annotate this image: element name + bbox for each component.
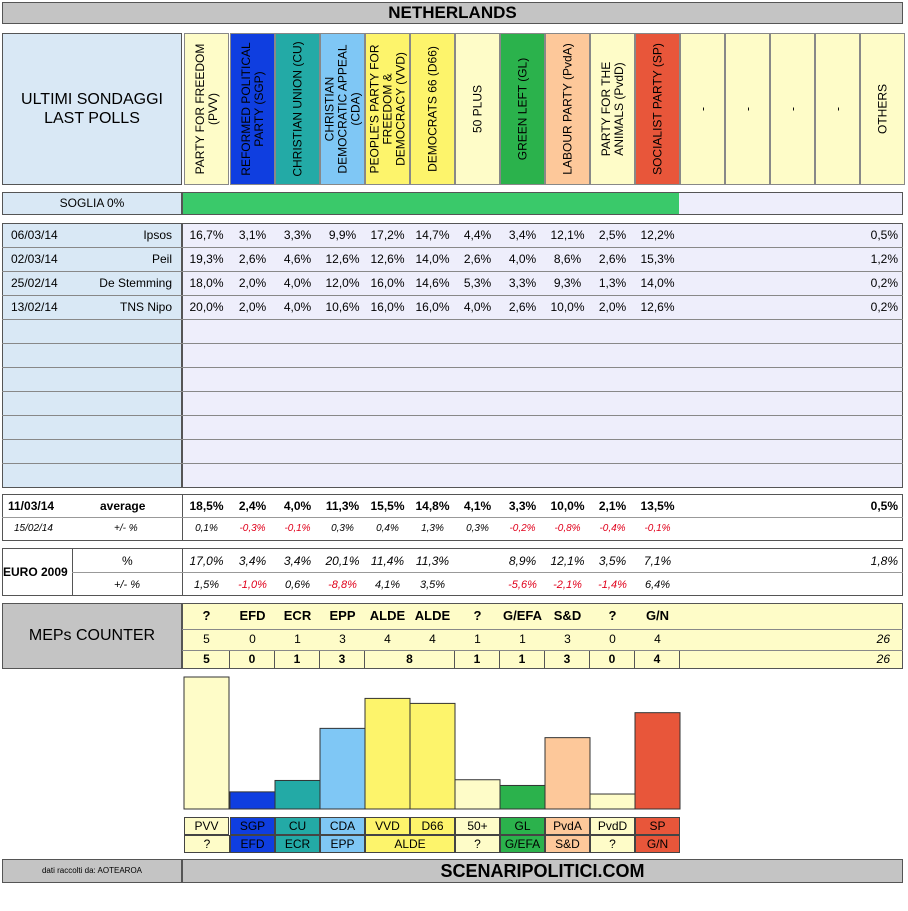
change-value: -0,4%: [599, 523, 626, 534]
poll-value: 17,2%: [370, 228, 405, 242]
poll-value: 16,7%: [189, 228, 224, 242]
chart-category-label: 50+: [455, 817, 500, 835]
mep-seats: 4: [654, 632, 661, 646]
poll-value: 2,5%: [598, 228, 627, 242]
euro-value: 3,4%: [283, 554, 312, 568]
party-header: [275, 33, 320, 185]
party-name: -: [830, 107, 844, 111]
chart-category-label: PVV: [184, 817, 229, 835]
mep-seats: 0: [249, 632, 256, 646]
poll-grid-line: [2, 391, 903, 392]
party-header: [455, 33, 500, 185]
euro-value: 3,5%: [598, 554, 627, 568]
party-header: [365, 33, 410, 185]
party-name: PARTY FOR THE ANIMALS (PvdD): [598, 61, 626, 157]
poll-value: 16,0%: [415, 300, 450, 314]
average-value: 2,1%: [598, 499, 627, 513]
poll-value: 2,6%: [238, 252, 267, 266]
chart-category-label: SP: [635, 817, 680, 835]
chart-group-label: EFD: [230, 835, 275, 853]
average-value: 13,5%: [640, 499, 675, 513]
poll-value: 4,6%: [283, 252, 312, 266]
change-value: -0,8%: [554, 523, 581, 534]
poll-value: 9,9%: [328, 228, 357, 242]
average-value: 10,0%: [550, 499, 585, 513]
poll-grid-line: [2, 367, 903, 368]
average-value: 14,8%: [415, 499, 450, 513]
chart-bar: [410, 703, 455, 809]
poll-value: 12,6%: [370, 252, 405, 266]
poll-others: 0,2%: [870, 276, 898, 290]
chart-category-label: CU: [275, 817, 320, 835]
mep-merged: 8: [365, 651, 455, 668]
poll-value: 1,3%: [598, 276, 627, 290]
party-name: REFORMED POLITICAL PARTY (SGP): [238, 42, 266, 176]
change-value: 0,3%: [466, 523, 489, 534]
party-header: [680, 33, 725, 185]
change-value: -0,1%: [284, 523, 311, 534]
party-header: [725, 33, 770, 185]
poll-value: 9,3%: [553, 276, 582, 290]
chart-group-label: ?: [590, 835, 635, 853]
poll-institute: De Stemming: [99, 276, 172, 290]
poll-value: 2,0%: [238, 276, 267, 290]
mep-group: EPP: [329, 608, 356, 623]
poll-value: 15,3%: [640, 252, 675, 266]
poll-value: 20,0%: [189, 300, 224, 314]
poll-value: 3,3%: [283, 228, 312, 242]
change-value: 0,4%: [376, 523, 399, 534]
party-name: CHRISTIAN DEMOCRATIC APPEAL (CDA): [322, 44, 362, 174]
poll-date: 06/03/14: [11, 228, 58, 242]
page-title: NETHERLANDS: [2, 2, 903, 24]
poll-institute: Ipsos: [143, 228, 172, 242]
party-name: 50 PLUS: [470, 84, 484, 134]
chart-bar: [365, 698, 410, 809]
change-value: -0,1%: [644, 523, 671, 534]
party-name: SOCIALIST PARTY (SP): [650, 43, 664, 175]
chart-bar: [500, 785, 545, 809]
party-name: PEOPLE'S PARTY FOR FREEDOM & DEMOCRACY (VVD): [367, 44, 407, 174]
mep-merged: 0: [590, 651, 635, 668]
chart-bar: [230, 792, 275, 809]
euro-change: 3,5%: [419, 579, 446, 591]
mep-merged: 1: [500, 651, 545, 668]
party-header: [230, 33, 275, 185]
euro-chg-label: +/- %: [114, 579, 140, 591]
party-header: [500, 33, 545, 185]
poll-value: 2,0%: [598, 300, 627, 314]
poll-value: 4,0%: [283, 276, 312, 290]
poll-value: 12,2%: [640, 228, 675, 242]
poll-value: 10,6%: [325, 300, 360, 314]
poll-value: 16,0%: [370, 276, 405, 290]
party-name: -: [740, 107, 754, 111]
euro-value: 8,9%: [508, 554, 537, 568]
euro-value: 20,1%: [325, 554, 360, 568]
mep-seats: 5: [203, 632, 210, 646]
poll-value: 3,4%: [508, 228, 537, 242]
poll-value: 8,6%: [553, 252, 582, 266]
mep-counter-label: MEPs COUNTER: [2, 603, 182, 669]
mep-group: S&D: [553, 608, 582, 623]
poll-value: 18,0%: [189, 276, 224, 290]
mep-merged: 1: [275, 651, 320, 668]
poll-value: 2,0%: [238, 300, 267, 314]
mep-seats: 1: [474, 632, 481, 646]
mep-group: ALDE: [414, 608, 451, 623]
poll-value: 14,0%: [640, 276, 675, 290]
poll-grid-line: [2, 463, 903, 464]
change-value: 0,3%: [331, 523, 354, 534]
average-value: 11,3%: [325, 499, 360, 513]
euro-value: 12,1%: [550, 554, 585, 568]
chart-category-label: GL: [500, 817, 545, 835]
poll-grid-line: [2, 319, 903, 320]
euro-value: 7,1%: [643, 554, 672, 568]
mep-group: G/EFA: [502, 608, 542, 623]
poll-value: 19,3%: [189, 252, 224, 266]
euro-change: 6,4%: [644, 579, 671, 591]
mep-group: ?: [202, 608, 211, 623]
party-name: GREEN LEFT (GL): [515, 57, 529, 161]
euro-value: 3,4%: [238, 554, 267, 568]
chart-group-label: ALDE: [365, 835, 455, 853]
poll-others: 0,5%: [870, 228, 898, 242]
poll-value: 2,6%: [463, 252, 492, 266]
mep-merged: 4: [635, 651, 680, 668]
chart-category-label: CDA: [320, 817, 365, 835]
poll-value: 2,6%: [598, 252, 627, 266]
poll-value: 12,6%: [640, 300, 675, 314]
poll-date: 25/02/14: [11, 276, 58, 290]
last-polls-header: [2, 33, 182, 185]
poll-value: 4,0%: [283, 300, 312, 314]
euro-change: -2,1%: [553, 579, 582, 591]
chart-bar: [590, 794, 635, 809]
mep-seats: 4: [429, 632, 436, 646]
party-header: [815, 33, 860, 185]
mep-seats: 4: [384, 632, 391, 646]
change-label: +/- %: [114, 523, 138, 534]
average-value: 15,5%: [370, 499, 405, 513]
euro-change: -1,0%: [238, 579, 267, 591]
poll-grid-line: [2, 415, 903, 416]
mep-group: G/N: [645, 608, 670, 623]
chart-group-label: ?: [184, 835, 230, 853]
poll-value: 12,0%: [325, 276, 360, 290]
chart-category-label: VVD: [365, 817, 410, 835]
chart-bar: [184, 677, 229, 809]
chart-bar: [320, 728, 365, 809]
party-name: LABOUR PARTY (PvdA): [560, 43, 574, 175]
poll-value: 14,0%: [415, 252, 450, 266]
mep-total: 26: [876, 632, 890, 646]
poll-value: 3,3%: [508, 276, 537, 290]
mep-merged: 5: [184, 651, 230, 668]
mep-group: ALDE: [369, 608, 406, 623]
chart-group-label: S&D: [545, 835, 590, 853]
euro-value: 17,0%: [189, 554, 224, 568]
change-value: 1,3%: [421, 523, 444, 534]
poll-value: 14,6%: [415, 276, 450, 290]
average-value: 3,3%: [508, 499, 537, 513]
party-name: CHRISTIAN UNION (CU): [290, 41, 304, 177]
euro-value: 11,4%: [370, 554, 405, 568]
party-header: [590, 33, 635, 185]
euro-change: 0,6%: [284, 579, 311, 591]
party-header: [545, 33, 590, 185]
euro-change: -5,6%: [508, 579, 537, 591]
mep-group: EFD: [239, 608, 266, 623]
header-line-1: ULTIMI SONDAGGI: [21, 91, 163, 108]
threshold-label: SOGLIA 0%: [2, 192, 182, 215]
mep-seats: 3: [564, 632, 571, 646]
chart-bar: [455, 780, 500, 809]
poll-others: 0,2%: [870, 300, 898, 314]
party-header: [184, 33, 229, 185]
poll-value: 3,1%: [238, 228, 267, 242]
chart-bar: [545, 738, 590, 809]
chart-category-label: PvdD: [590, 817, 635, 835]
mep-group: ECR: [283, 608, 312, 623]
euro-change: -8,8%: [328, 579, 357, 591]
poll-others: 1,2%: [870, 252, 898, 266]
party-name: -: [785, 107, 799, 111]
change-value: -0,2%: [509, 523, 536, 534]
poll-value: 4,0%: [508, 252, 537, 266]
party-name: DEMOCRATS 66 (D66): [425, 46, 439, 172]
poll-value: 16,0%: [370, 300, 405, 314]
euro-others: 1,8%: [870, 554, 898, 568]
mep-group: ?: [608, 608, 617, 623]
party-header: [860, 33, 905, 185]
party-header: [635, 33, 680, 185]
average-value: 18,5%: [189, 499, 224, 513]
chart-category-label: PvdA: [545, 817, 590, 835]
average-label: average: [100, 499, 146, 513]
poll-value: 4,4%: [463, 228, 492, 242]
site-name: SCENARIPOLITICI.COM: [182, 859, 903, 883]
threshold-bar: [183, 193, 679, 214]
mep-seats: 3: [339, 632, 346, 646]
poll-date: 13/02/14: [11, 300, 58, 314]
change-date: 15/02/14: [14, 523, 53, 534]
euro-label: EURO 2009: [3, 565, 68, 579]
chart-category-label: D66: [410, 817, 455, 835]
euro-change: 4,1%: [374, 579, 401, 591]
poll-grid-line: [2, 439, 903, 440]
average-value: 4,0%: [283, 499, 312, 513]
euro-value: 11,3%: [415, 554, 450, 568]
poll-value: 2,6%: [508, 300, 537, 314]
poll-value: 5,3%: [463, 276, 492, 290]
party-name: PARTY FOR FREEDOM (PVV): [192, 43, 220, 175]
poll-value: 12,6%: [325, 252, 360, 266]
average-date: 11/03/14: [8, 499, 55, 513]
chart-group-label: ECR: [275, 835, 320, 853]
party-header: [410, 33, 455, 185]
poll-value: 14,7%: [415, 228, 450, 242]
poll-value: 12,1%: [550, 228, 585, 242]
chart-group-label: ?: [455, 835, 500, 853]
chart-bar: [275, 780, 320, 809]
party-header: [320, 33, 365, 185]
change-value: -0,3%: [239, 523, 266, 534]
mep-merged-total: 26: [876, 652, 890, 666]
mep-seats: 0: [609, 632, 616, 646]
mep-seats: 1: [294, 632, 301, 646]
party-name: OTHERS: [875, 84, 889, 135]
chart-bar: [635, 713, 680, 809]
poll-value: 10,0%: [550, 300, 585, 314]
header-line-2: LAST POLLS: [44, 110, 140, 127]
mep-merged: 3: [320, 651, 365, 668]
average-value: 4,1%: [463, 499, 492, 513]
poll-bar-chart: [0, 670, 908, 820]
euro-change: -1,4%: [598, 579, 627, 591]
average-others: 0,5%: [870, 499, 898, 513]
change-value: 0,1%: [195, 523, 218, 534]
mep-merged: 0: [230, 651, 275, 668]
euro-pct-label: %: [122, 554, 133, 568]
mep-seats: 1: [519, 632, 526, 646]
mep-group: ?: [473, 608, 482, 623]
chart-category-label: SGP: [230, 817, 275, 835]
chart-group-label: G/N: [635, 835, 680, 853]
poll-institute: Peil: [151, 252, 172, 266]
poll-institute: TNS Nipo: [119, 300, 172, 314]
average-value: 2,4%: [238, 499, 267, 513]
euro-rowline: [72, 572, 903, 573]
chart-group-label: EPP: [320, 835, 365, 853]
poll-value: 4,0%: [463, 300, 492, 314]
mep-merged: 1: [455, 651, 500, 668]
party-name: -: [695, 107, 709, 111]
source-credit: dati raccolti da: AOTEAROA: [2, 859, 182, 883]
euro-change: 1,5%: [193, 579, 220, 591]
chart-group-label: G/EFA: [500, 835, 545, 853]
mep-merged: 3: [545, 651, 590, 668]
party-header: [770, 33, 815, 185]
poll-grid-line: [2, 343, 903, 344]
poll-date: 02/03/14: [11, 252, 58, 266]
